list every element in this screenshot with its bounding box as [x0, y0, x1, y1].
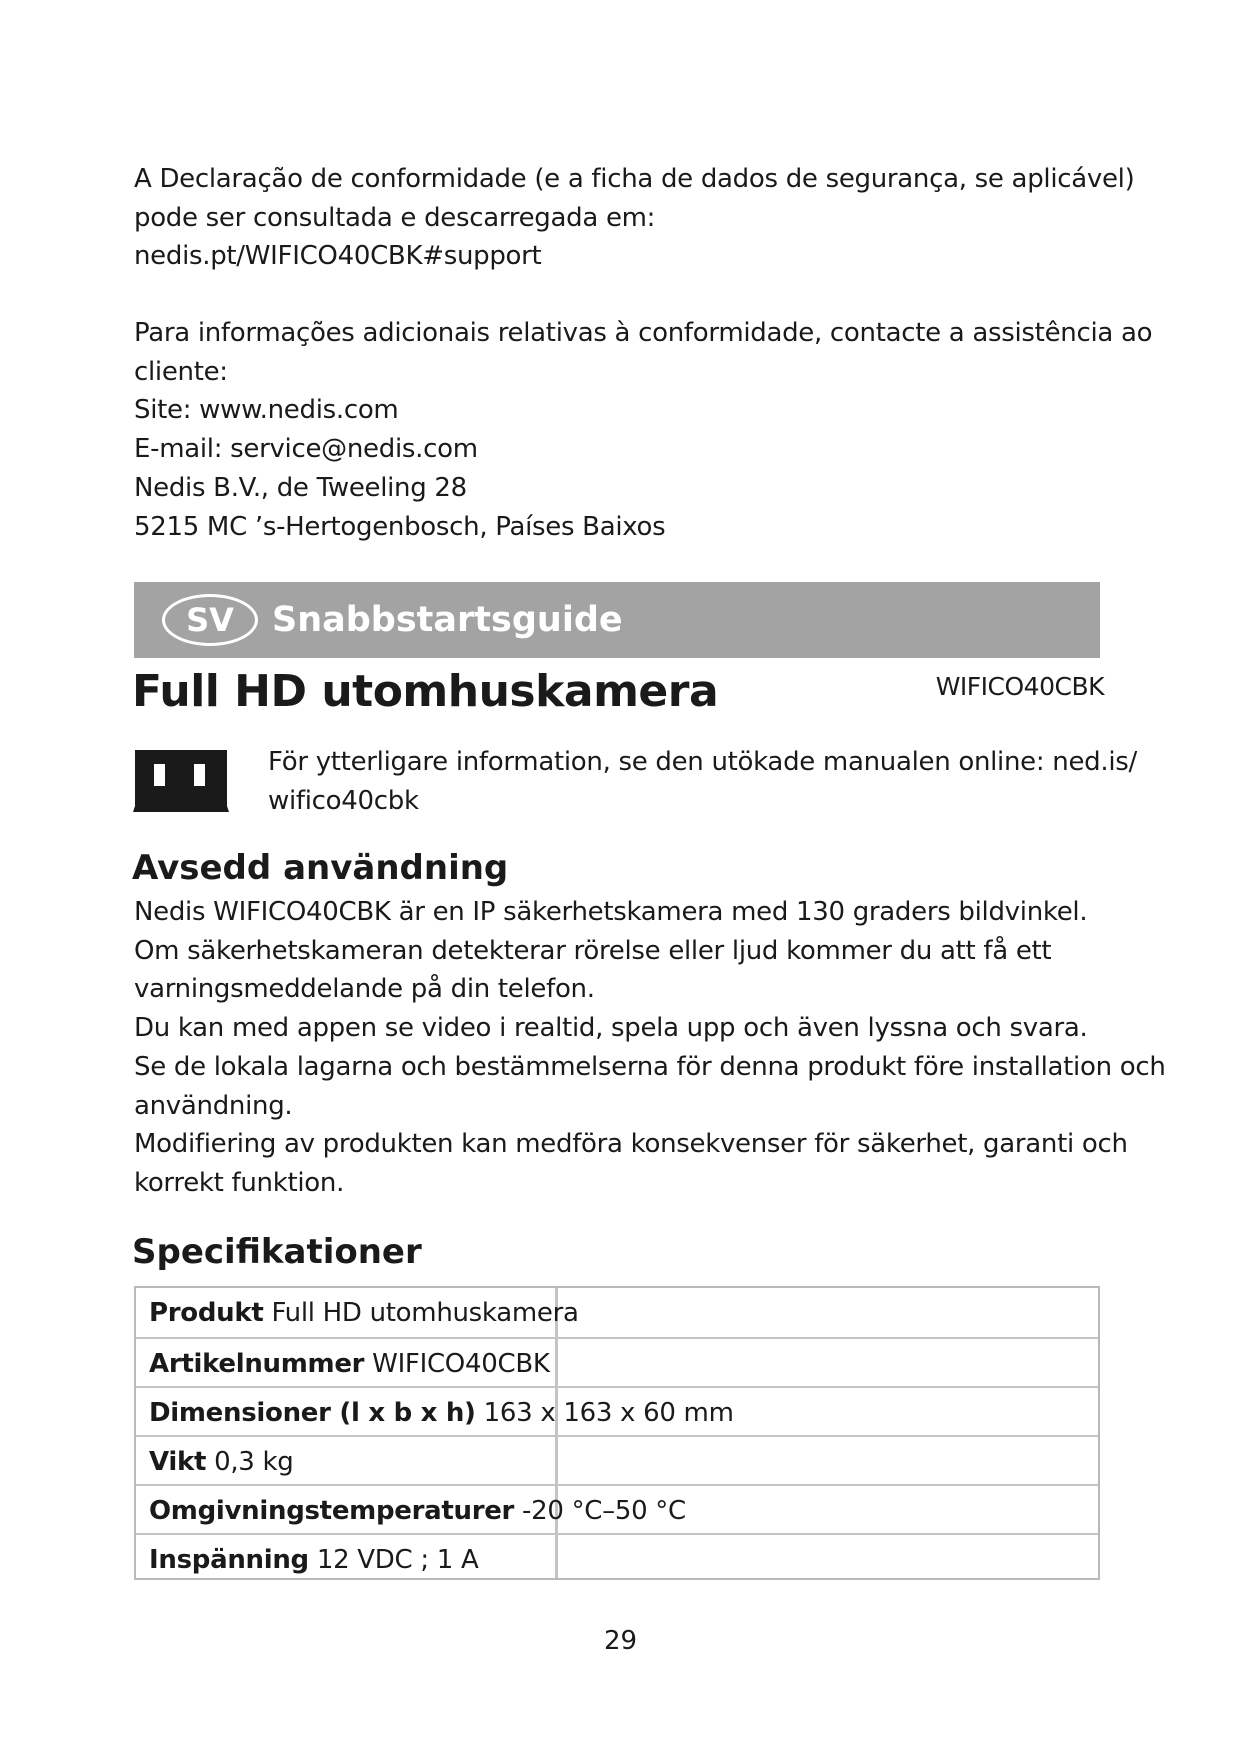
spec-label: Vikt: [149, 1447, 207, 1477]
table-row: [136, 1337, 1098, 1386]
table-row: [136, 1288, 1098, 1337]
spec-label: Omgivningstemperaturer: [149, 1496, 515, 1526]
language-badge: SV: [162, 594, 258, 646]
text-line: Nedis WIFICO40CBK är en IP säkerhetskamera med 130 graders bildvinkel.: [134, 897, 1088, 927]
banner-title: Snabbstartsguide: [272, 600, 623, 640]
manual-link[interactable]: wifico40cbk: [268, 785, 419, 816]
spec-label: Inspänning: [149, 1545, 309, 1575]
product-code: WIFICO40CBK: [935, 672, 1104, 701]
spec-label: Dimensioner (l x b x h): [149, 1398, 476, 1428]
spec-cell: [149, 1494, 686, 1528]
spec-label: Produkt: [149, 1298, 264, 1328]
text-line: Se de lokala lagarna och bestämmelserna för denna produkt före installation och: [134, 1051, 1166, 1082]
table-row: [136, 1386, 1098, 1435]
table-row: [136, 1533, 1098, 1582]
website-link[interactable]: Site: www.nedis.com: [134, 395, 399, 426]
intended-use-heading: Avsedd användning: [132, 848, 509, 888]
spec-value: -20 °C–50 °C: [522, 1496, 686, 1526]
declaration-paragraph: [134, 160, 1135, 276]
spec-cell: [149, 1396, 734, 1430]
intended-use-body: [134, 893, 1166, 1203]
text-line: cliente:: [134, 356, 228, 387]
book-icon: [132, 748, 230, 814]
support-link[interactable]: nedis.pt/WIFICO40CBK#support: [134, 241, 542, 272]
spec-value: WIFICO40CBK: [372, 1349, 550, 1379]
text-line: Du kan med appen se video i realtid, spela upp och även lyssna och svara.: [134, 1013, 1088, 1044]
text-line: Modifiering av produkten kan medföra konsekvenser för säkerhet, garanti och: [134, 1129, 1128, 1160]
text-line: pode ser consultada e descarregada em:: [134, 202, 656, 233]
manual-note: [268, 743, 1137, 820]
spec-cell: [149, 1347, 550, 1381]
table-row: [136, 1484, 1098, 1533]
table-row: [136, 1435, 1098, 1484]
spec-value: 0,3 kg: [214, 1447, 294, 1477]
text-line: A Declaração de conformidade (e a ficha de dados de segurança, se aplicável): [134, 164, 1135, 194]
specifications-table: [134, 1286, 1100, 1580]
page-number: 29: [603, 1626, 638, 1656]
product-title: Full HD utomhuskamera: [132, 666, 719, 717]
contact-paragraph: [134, 314, 1153, 546]
text-line: användning.: [134, 1090, 293, 1121]
specifications-heading: Specifikationer: [132, 1232, 422, 1272]
spec-value: 163 x 163 x 60 mm: [483, 1398, 734, 1428]
spec-value: 12 VDC ; 1 A: [316, 1545, 479, 1575]
address-line: Nedis B.V., de Tweeling 28: [134, 472, 467, 503]
spec-label: Artikelnummer: [149, 1349, 365, 1379]
spec-value: Full HD utomhuskamera: [271, 1298, 579, 1328]
text-line: Om säkerhetskameran detekterar rörelse eller ljud kommer du att få ett: [134, 935, 1052, 966]
spec-cell: [149, 1543, 478, 1577]
manual-note-line: För ytterligare information, se den utökade manualen online: ned.is/: [268, 747, 1137, 777]
spec-cell: [149, 1296, 579, 1330]
address-line: 5215 MC ’s-Hertogenbosch, Países Baixos: [134, 511, 666, 542]
spec-cell: [149, 1445, 293, 1479]
text-line: varningsmeddelande på din telefon.: [134, 974, 595, 1005]
text-line: Para informações adicionais relativas à conformidade, contacte a assistência ao: [134, 318, 1153, 348]
email-link[interactable]: E-mail: service@nedis.com: [134, 434, 478, 465]
text-line: korrekt funktion.: [134, 1167, 345, 1198]
quickstart-banner: [134, 582, 1100, 658]
